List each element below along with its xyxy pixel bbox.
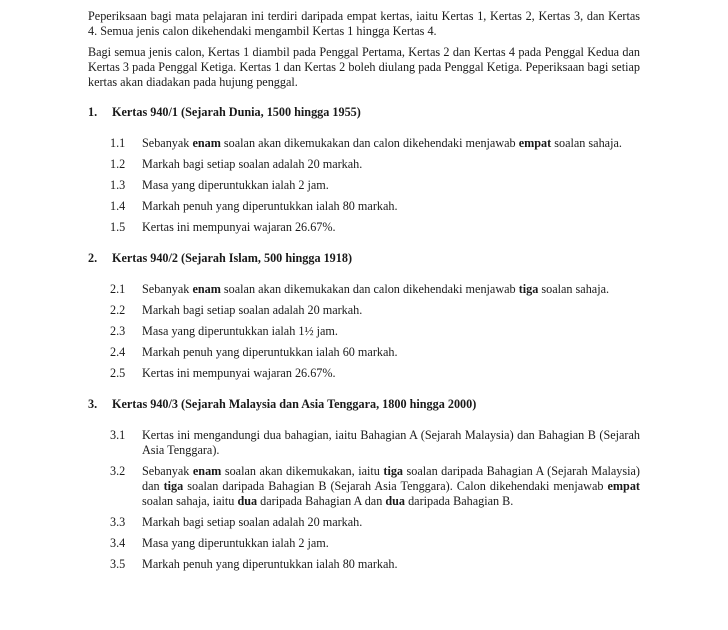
section-items — [88, 136, 640, 235]
list-item — [110, 282, 640, 297]
item-text: Markah bagi setiap soalan adalah 20 markah. — [142, 515, 363, 529]
section-kertas-2 — [88, 251, 640, 381]
list-item — [110, 345, 640, 360]
item-text: Masa yang diperuntukkan ialah 1½ jam. — [142, 324, 338, 338]
intro-paragraph-2: Bagi semua jenis calon, Kertas 1 diambil pada Penggal Pertama, Kertas 2 dan Kertas 4 pada Penggal Kedua dan Kertas 3 pada Penggal Ketiga. Kertas 1 dan Kertas 2 boleh diulang pada Penggal Ketiga. Peperiksaan bagi setiap kertas akan diadakan pada hujung penggal. — [88, 45, 640, 89]
list-item — [110, 428, 640, 458]
item-text: Masa yang diperuntukkan ialah 2 jam. — [142, 536, 329, 550]
list-item — [110, 220, 640, 235]
section-number: 3. — [88, 397, 98, 411]
item-number: 1.5 — [110, 220, 126, 234]
item-number: 1.4 — [110, 199, 126, 213]
list-item — [110, 366, 640, 381]
item-text: Sebanyak enam soalan akan dikemukakan dan calon dikehendaki menjawab tiga soalan sahaja. — [142, 282, 610, 296]
item-text: Sebanyak enam soalan akan dikemukakan, iaitu tiga soalan daripada Bahagian A (Sejarah Malaysia) dan tiga soalan daripada Bahagian B (Sejarah Asia Tenggara). Calon dikehendaki menjawab empat soalan sahaja, iaitu dua daripada Bahagian A dan dua daripada Bahagian B. — [142, 464, 640, 508]
section-items — [88, 428, 640, 572]
bold-term: empat — [518, 136, 552, 150]
section-kertas-3 — [88, 397, 640, 572]
item-text: Markah penuh yang diperuntukkan ialah 60 markah. — [142, 345, 398, 359]
item-number: 2.3 — [110, 324, 126, 338]
item-number: 3.1 — [110, 428, 126, 442]
list-item — [110, 464, 640, 509]
document-page — [88, 9, 640, 578]
list-item — [110, 536, 640, 551]
bold-term: dua — [385, 494, 406, 508]
item-text: Markah bagi setiap soalan adalah 20 markah. — [142, 303, 363, 317]
item-number: 3.2 — [110, 464, 126, 478]
list-item — [110, 199, 640, 214]
item-number: 3.3 — [110, 515, 126, 529]
item-number: 3.4 — [110, 536, 126, 550]
section-heading — [88, 105, 640, 120]
item-text: Kertas ini mengandungi dua bahagian, iaitu Bahagian A (Sejarah Malaysia) dan Bahagian B (Sejarah Asia Tenggara). — [142, 428, 640, 457]
section-title: Kertas 940/3 (Sejarah Malaysia dan Asia Tenggara, 1800 hingga 2000) — [112, 397, 477, 411]
item-number: 3.5 — [110, 557, 126, 571]
section-kertas-1 — [88, 105, 640, 235]
section-items — [88, 282, 640, 381]
section-heading — [88, 397, 640, 412]
item-text: Masa yang diperuntukkan ialah 2 jam. — [142, 178, 329, 192]
bold-term: tiga — [383, 464, 404, 478]
item-number: 2.2 — [110, 303, 126, 317]
list-item — [110, 324, 640, 339]
item-text: Kertas ini mempunyai wajaran 26.67%. — [142, 220, 336, 234]
list-item — [110, 515, 640, 530]
section-heading — [88, 251, 640, 266]
section-number: 1. — [88, 105, 98, 119]
item-text: Sebanyak enam soalan akan dikemukakan dan calon dikehendaki menjawab empat soalan sahaja. — [142, 136, 622, 150]
item-number: 1.2 — [110, 157, 126, 171]
bold-term: enam — [192, 136, 221, 150]
item-text: Kertas ini mempunyai wajaran 26.67%. — [142, 366, 336, 380]
item-number: 1.1 — [110, 136, 126, 150]
bold-term: enam — [192, 464, 222, 478]
bold-term: tiga — [518, 282, 539, 296]
section-title: Kertas 940/1 (Sejarah Dunia, 1500 hingga 1955) — [112, 105, 361, 119]
item-text: Markah penuh yang diperuntukkan ialah 80 markah. — [142, 199, 398, 213]
bold-term: tiga — [163, 479, 184, 493]
list-item — [110, 178, 640, 193]
bold-term: empat — [607, 479, 640, 493]
item-text: Markah penuh yang diperuntukkan ialah 80 markah. — [142, 557, 398, 571]
item-number: 1.3 — [110, 178, 126, 192]
section-number: 2. — [88, 251, 98, 265]
item-text: Markah bagi setiap soalan adalah 20 markah. — [142, 157, 363, 171]
bold-term: enam — [192, 282, 221, 296]
item-number: 2.4 — [110, 345, 126, 359]
list-item — [110, 136, 640, 151]
list-item — [110, 157, 640, 172]
item-number: 2.5 — [110, 366, 126, 380]
section-title: Kertas 940/2 (Sejarah Islam, 500 hingga 1918) — [112, 251, 353, 265]
item-number: 2.1 — [110, 282, 126, 296]
list-item — [110, 303, 640, 318]
bold-term: dua — [237, 494, 258, 508]
list-item — [110, 557, 640, 572]
section-spacer — [88, 387, 640, 397]
section-spacer — [88, 241, 640, 251]
intro-paragraph-1: Peperiksaan bagi mata pelajaran ini terdiri daripada empat kertas, iaitu Kertas 1, Kertas 2, Kertas 3, dan Kertas 4. Semua jenis calon dikehendaki mengambil Kertas 1 hingga Kertas 4. — [88, 9, 640, 38]
